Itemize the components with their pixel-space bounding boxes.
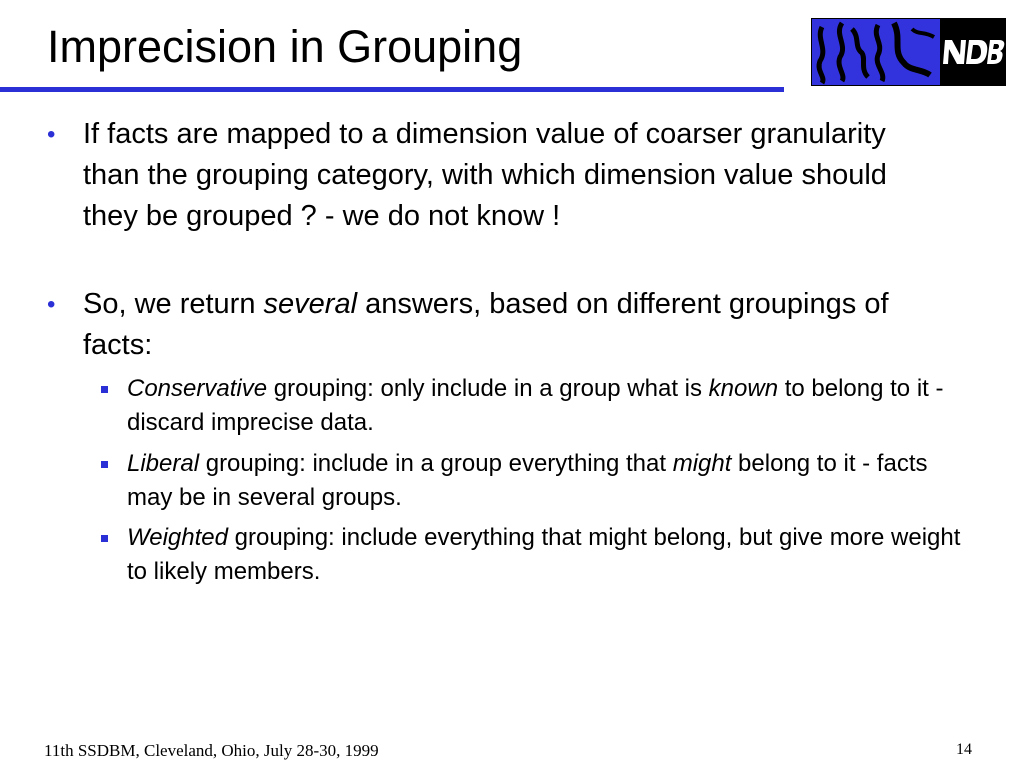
sub-bullet-3-term: Weighted	[127, 524, 228, 551]
sub-bullet-2-term: Liberal	[127, 450, 200, 477]
square-bullet-icon	[101, 461, 108, 468]
sub-bullet-3-post: grouping: include everything that might belong, but give more weight to likely members.	[127, 524, 961, 585]
sub-bullet-1-emphasis: known	[708, 375, 779, 402]
sub-bullet-weighted	[127, 521, 977, 589]
logo-mark	[940, 19, 1005, 85]
sub-bullet-2-emphasis: might	[672, 450, 732, 477]
sub-bullet-1-post: to belong to it - discard imprecise data.	[127, 375, 944, 436]
bullet-dot-icon: •	[47, 291, 56, 318]
square-bullet-icon	[101, 386, 108, 393]
bullet-1-text: If facts are mapped to a dimension value of coarser granularity than the grouping category, with which dimension value should they be grouped ? - we do not know !	[83, 118, 887, 232]
square-bullet-icon	[101, 535, 108, 542]
slide-title: Imprecision in Grouping	[47, 21, 523, 72]
sub-bullet-2-post: belong to it - facts may be in several groups.	[127, 450, 928, 511]
logo-artwork	[812, 19, 940, 85]
bullet-2-emphasis: several	[263, 288, 358, 320]
ndb-logo	[811, 18, 1006, 86]
sub-bullet-conservative	[127, 372, 977, 440]
footer-conference: 11th SSDBM, Cleveland, Ohio, July 28-30, 1999	[44, 741, 379, 760]
sub-bullet-1-term: Conservative	[127, 375, 268, 402]
sub-bullet-1-mid: grouping: only include in a group what is	[267, 375, 709, 402]
bullet-dot-icon: •	[47, 121, 56, 148]
page-number: 14	[956, 741, 972, 758]
sub-bullet-2-mid: grouping: include in a group everything that	[199, 450, 673, 477]
title-underline	[0, 87, 784, 92]
logo-squiggle-icon	[812, 19, 940, 85]
bullet-2	[47, 284, 913, 366]
sub-bullet-liberal	[127, 447, 977, 515]
bullet-2-text-post: answers, based on different groupings of facts:	[83, 288, 889, 361]
bullet-2-text-pre: So, we return	[83, 288, 264, 320]
ndb-wordmark-icon	[941, 37, 1005, 67]
bullet-1	[47, 114, 913, 237]
